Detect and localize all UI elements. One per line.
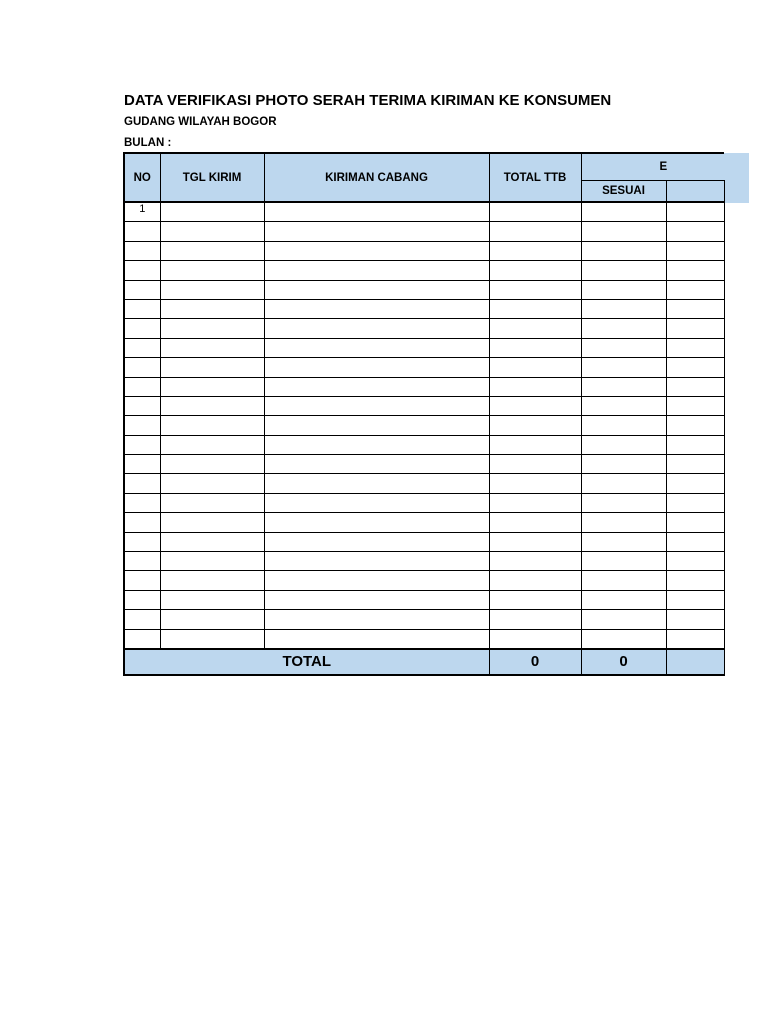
cell-tgl-kirim[interactable] — [160, 532, 264, 551]
cell-sesuai[interactable] — [581, 202, 666, 222]
cell-total-ttb[interactable] — [489, 319, 581, 338]
col-header-kiriman-cabang: KIRIMAN CABANG — [264, 153, 489, 202]
cell-no[interactable] — [124, 552, 160, 571]
cell-hidden[interactable] — [666, 222, 724, 241]
cell-tgl-kirim[interactable] — [160, 629, 264, 649]
cell-total-ttb[interactable] — [489, 435, 581, 454]
cell-kiriman-cabang[interactable] — [264, 571, 489, 590]
cell-total-ttb[interactable] — [489, 629, 581, 649]
table-row — [124, 455, 724, 474]
cell-total-ttb[interactable] — [489, 610, 581, 629]
cell-total-ttb[interactable] — [489, 241, 581, 260]
table-row — [124, 435, 724, 454]
cell-hidden[interactable] — [666, 416, 724, 435]
cell-total-ttb[interactable] — [489, 358, 581, 377]
cell-sesuai[interactable] — [581, 610, 666, 629]
cell-no[interactable] — [124, 338, 160, 357]
cell-hidden[interactable] — [666, 552, 724, 571]
cell-kiriman-cabang[interactable] — [264, 338, 489, 357]
table-row — [124, 629, 724, 649]
cell-tgl-kirim[interactable] — [160, 319, 264, 338]
cell-total-ttb[interactable] — [489, 532, 581, 551]
cell-hidden[interactable] — [666, 241, 724, 260]
cell-no[interactable] — [124, 610, 160, 629]
cell-total-ttb[interactable] — [489, 590, 581, 609]
cell-hidden[interactable] — [666, 513, 724, 532]
cell-total-ttb[interactable] — [489, 222, 581, 241]
cell-kiriman-cabang[interactable] — [264, 319, 489, 338]
cell-kiriman-cabang[interactable] — [264, 358, 489, 377]
cell-tgl-kirim[interactable] — [160, 338, 264, 357]
cell-sesuai[interactable] — [581, 358, 666, 377]
cell-no[interactable] — [124, 416, 160, 435]
cell-tgl-kirim[interactable] — [160, 241, 264, 260]
cell-sesuai[interactable] — [581, 280, 666, 299]
cell-total-ttb[interactable] — [489, 396, 581, 415]
table-row — [124, 377, 724, 396]
cell-kiriman-cabang[interactable] — [264, 377, 489, 396]
cell-no[interactable] — [124, 532, 160, 551]
cell-kiriman-cabang[interactable] — [264, 435, 489, 454]
table-row — [124, 474, 724, 493]
cell-total-ttb[interactable] — [489, 571, 581, 590]
table-row — [124, 261, 724, 280]
page-title: DATA VERIFIKASI PHOTO SERAH TERIMA KIRIMAN KE KONSUMEN — [124, 92, 612, 109]
cell-no[interactable] — [124, 396, 160, 415]
cell-sesuai[interactable] — [581, 377, 666, 396]
col-header-sesuai: SESUAI — [581, 181, 666, 203]
cell-hidden[interactable] — [666, 358, 724, 377]
cell-total-ttb[interactable] — [489, 474, 581, 493]
col-header-no: NO — [124, 153, 160, 202]
cell-no[interactable] — [124, 299, 160, 318]
cell-total-ttb[interactable] — [489, 493, 581, 512]
cell-kiriman-cabang[interactable] — [264, 532, 489, 551]
table-row — [124, 396, 724, 415]
cell-kiriman-cabang[interactable] — [264, 590, 489, 609]
cell-sesuai[interactable] — [581, 493, 666, 512]
cell-kiriman-cabang[interactable] — [264, 299, 489, 318]
cell-hidden[interactable] — [666, 319, 724, 338]
cell-kiriman-cabang[interactable] — [264, 493, 489, 512]
cell-hidden[interactable] — [666, 629, 724, 649]
cell-hidden[interactable] — [666, 377, 724, 396]
cell-no[interactable] — [124, 222, 160, 241]
cell-total-ttb[interactable] — [489, 377, 581, 396]
cell-no[interactable]: 1 — [124, 202, 160, 222]
table-row — [124, 319, 724, 338]
cell-hidden[interactable] — [666, 299, 724, 318]
cell-no[interactable] — [124, 513, 160, 532]
cell-tgl-kirim[interactable] — [160, 377, 264, 396]
cell-kiriman-cabang[interactable] — [264, 552, 489, 571]
cell-tgl-kirim[interactable] — [160, 513, 264, 532]
cell-no[interactable] — [124, 435, 160, 454]
cell-tgl-kirim[interactable] — [160, 222, 264, 241]
cell-hidden[interactable] — [666, 493, 724, 512]
table-body — [124, 202, 724, 649]
cell-no[interactable] — [124, 358, 160, 377]
cell-sesuai[interactable] — [581, 241, 666, 260]
col-header-tgl-kirim: TGL KIRIM — [160, 153, 264, 202]
cell-tgl-kirim[interactable] — [160, 358, 264, 377]
cell-sesuai[interactable] — [581, 319, 666, 338]
cell-hidden[interactable] — [666, 261, 724, 280]
table-row — [124, 358, 724, 377]
cell-tgl-kirim[interactable] — [160, 590, 264, 609]
cell-sesuai[interactable] — [581, 222, 666, 241]
cell-sesuai[interactable] — [581, 590, 666, 609]
cell-kiriman-cabang[interactable] — [264, 474, 489, 493]
cell-sesuai[interactable] — [581, 338, 666, 357]
total-hidden-value — [666, 649, 724, 675]
table-row — [124, 416, 724, 435]
cell-hidden[interactable] — [666, 610, 724, 629]
cell-no[interactable] — [124, 319, 160, 338]
cell-no[interactable] — [124, 493, 160, 512]
verification-table — [123, 152, 725, 676]
table-row — [124, 513, 724, 532]
cell-sesuai[interactable] — [581, 299, 666, 318]
cell-kiriman-cabang[interactable] — [264, 241, 489, 260]
cell-hidden[interactable] — [666, 571, 724, 590]
cell-tgl-kirim[interactable] — [160, 571, 264, 590]
table-row — [124, 202, 724, 222]
cell-no[interactable] — [124, 455, 160, 474]
cell-no[interactable] — [124, 280, 160, 299]
cell-sesuai[interactable] — [581, 455, 666, 474]
cell-hidden[interactable] — [666, 202, 724, 222]
col-group-header: E — [581, 153, 724, 181]
cell-kiriman-cabang[interactable] — [264, 610, 489, 629]
table-row — [124, 571, 724, 590]
cell-sesuai[interactable] — [581, 416, 666, 435]
cell-sesuai[interactable] — [581, 513, 666, 532]
table-row — [124, 590, 724, 609]
cell-kiriman-cabang[interactable] — [264, 261, 489, 280]
table-row — [124, 552, 724, 571]
cell-tgl-kirim[interactable] — [160, 455, 264, 474]
cell-no[interactable] — [124, 629, 160, 649]
cell-tgl-kirim[interactable] — [160, 435, 264, 454]
cell-total-ttb[interactable] — [489, 338, 581, 357]
cell-total-ttb[interactable] — [489, 202, 581, 222]
cell-total-ttb[interactable] — [489, 261, 581, 280]
cell-sesuai[interactable] — [581, 532, 666, 551]
cell-sesuai[interactable] — [581, 396, 666, 415]
cell-kiriman-cabang[interactable] — [264, 629, 489, 649]
cell-kiriman-cabang[interactable] — [264, 396, 489, 415]
verification-table-wrapper — [123, 152, 668, 676]
cell-hidden[interactable] — [666, 532, 724, 551]
table-row — [124, 299, 724, 318]
cell-tgl-kirim[interactable] — [160, 280, 264, 299]
cell-total-ttb[interactable] — [489, 280, 581, 299]
cell-no[interactable] — [124, 241, 160, 260]
cell-hidden[interactable] — [666, 474, 724, 493]
cell-no[interactable] — [124, 377, 160, 396]
cell-hidden[interactable] — [666, 280, 724, 299]
cell-total-ttb[interactable] — [489, 552, 581, 571]
cell-kiriman-cabang[interactable] — [264, 202, 489, 222]
cell-kiriman-cabang[interactable] — [264, 280, 489, 299]
cell-tgl-kirim[interactable] — [160, 552, 264, 571]
cell-no[interactable] — [124, 261, 160, 280]
table-row — [124, 532, 724, 551]
cell-tgl-kirim[interactable] — [160, 610, 264, 629]
warehouse-subtitle: GUDANG WILAYAH BOGOR — [124, 116, 277, 128]
col-header-total-ttb: TOTAL TTB — [489, 153, 581, 202]
cell-hidden[interactable] — [666, 590, 724, 609]
cell-hidden[interactable] — [666, 396, 724, 415]
cell-kiriman-cabang[interactable] — [264, 455, 489, 474]
table-row — [124, 338, 724, 357]
month-label: BULAN : — [124, 137, 172, 149]
table-row — [124, 222, 724, 241]
total-ttb-value: 0 — [489, 649, 581, 675]
cell-kiriman-cabang[interactable] — [264, 513, 489, 532]
cell-tgl-kirim[interactable] — [160, 396, 264, 415]
cell-sesuai[interactable] — [581, 435, 666, 454]
cell-sesuai[interactable] — [581, 474, 666, 493]
cell-total-ttb[interactable] — [489, 455, 581, 474]
cell-no[interactable] — [124, 590, 160, 609]
cell-no[interactable] — [124, 474, 160, 493]
cell-sesuai[interactable] — [581, 571, 666, 590]
cell-tgl-kirim[interactable] — [160, 416, 264, 435]
cell-sesuai[interactable] — [581, 261, 666, 280]
cell-no[interactable] — [124, 571, 160, 590]
cell-hidden[interactable] — [666, 435, 724, 454]
total-sesuai-value: 0 — [581, 649, 666, 675]
cell-tgl-kirim[interactable] — [160, 474, 264, 493]
table-row — [124, 610, 724, 629]
cell-kiriman-cabang[interactable] — [264, 416, 489, 435]
cell-tgl-kirim[interactable] — [160, 202, 264, 222]
cell-total-ttb[interactable] — [489, 513, 581, 532]
cell-tgl-kirim[interactable] — [160, 261, 264, 280]
cell-tgl-kirim[interactable] — [160, 299, 264, 318]
cell-sesuai[interactable] — [581, 629, 666, 649]
cell-total-ttb[interactable] — [489, 299, 581, 318]
cell-tgl-kirim[interactable] — [160, 493, 264, 512]
total-label: TOTAL — [124, 649, 489, 675]
table-row — [124, 241, 724, 260]
table-row — [124, 493, 724, 512]
cell-hidden[interactable] — [666, 455, 724, 474]
table-row — [124, 280, 724, 299]
col-header-hidden — [666, 181, 724, 203]
cell-kiriman-cabang[interactable] — [264, 222, 489, 241]
cell-total-ttb[interactable] — [489, 416, 581, 435]
cell-sesuai[interactable] — [581, 552, 666, 571]
cell-hidden[interactable] — [666, 338, 724, 357]
